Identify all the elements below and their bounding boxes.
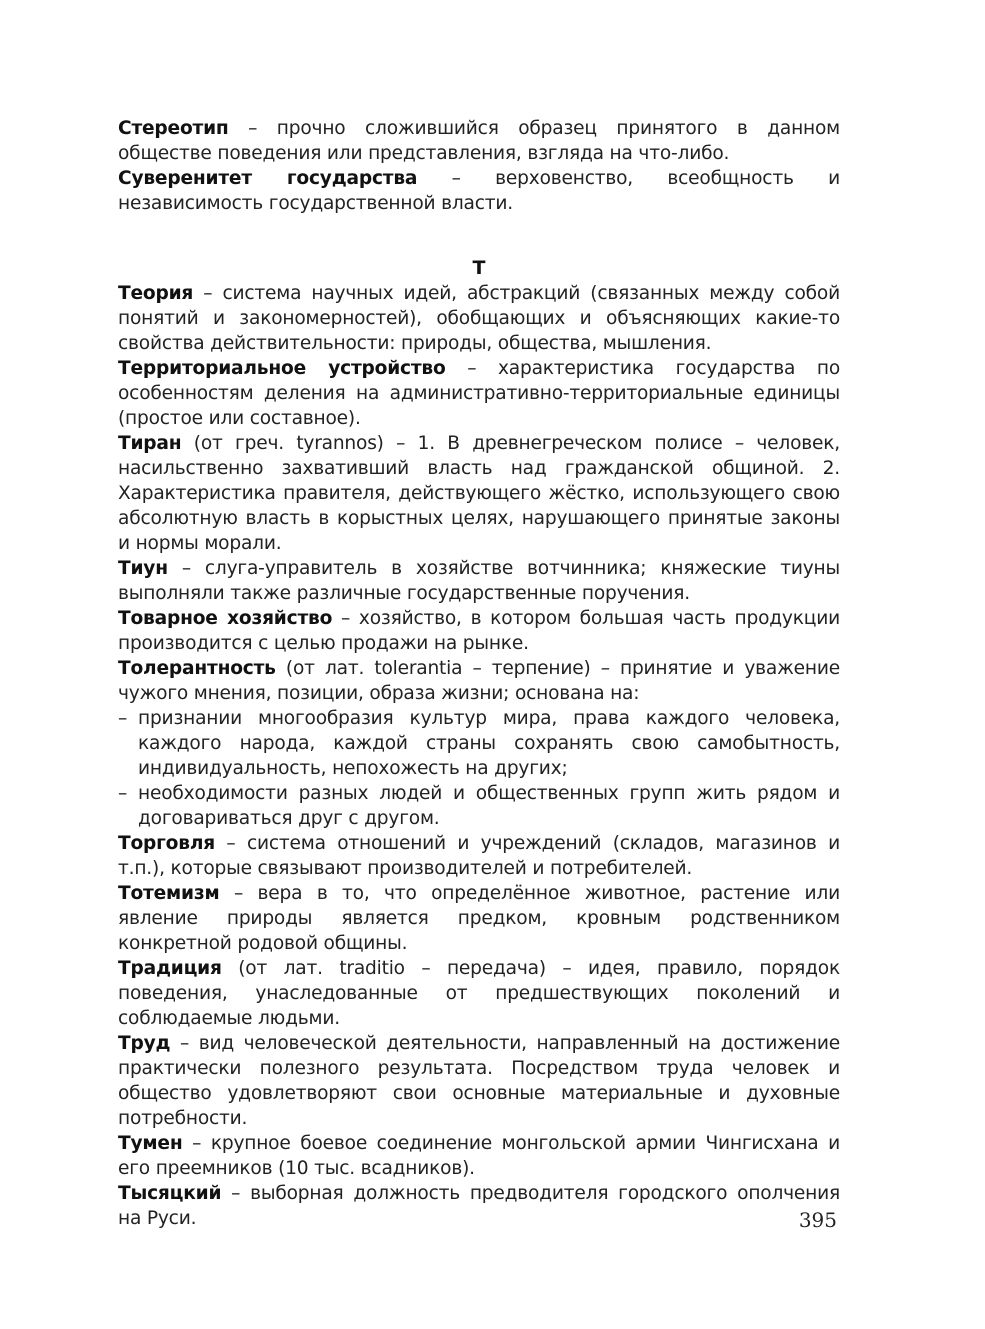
glossary-definition: – вера в то, что определённое животное, растение или явление природы является предком, кровным родственником конкретной родовой общины. <box>118 883 840 954</box>
glossary-entry-tyrant <box>118 431 840 556</box>
glossary-definition: – характеристика государства по особенностям деления на административно-территориальные единицы (простое или составное). <box>118 358 840 429</box>
glossary-entry-sovereignty <box>118 166 840 216</box>
glossary-term: Суверенитет государства <box>118 168 418 189</box>
glossary-definition: – крупное боевое соединение монгольской армии Чингисхана и его преемников (10 тыс. всадников). <box>118 1133 840 1179</box>
glossary-entry-stereotype <box>118 116 840 166</box>
glossary-entry-labor <box>118 1031 840 1131</box>
glossary-term: Тотемизм <box>118 883 220 904</box>
glossary-definition: – выборная должность предводителя городского ополчения на Руси. <box>118 1183 840 1229</box>
glossary-definition: – слуга-управитель в хозяйстве вотчинника; княжеские тиуны выполняли также различные государственные поручения. <box>118 558 840 604</box>
glossary-term: Стереотип <box>118 118 229 139</box>
glossary-entry-tiun <box>118 556 840 606</box>
bullet-dash: – <box>118 783 128 804</box>
glossary-definition: (от греч. tyrannos) – 1. В древнегреческом полисе – человек, насильственно захвативший власть над гражданской общиной. 2. Характеристика правителя, действующего жёстко, использующего свою абсолютную власть в корыстных целях, нарушающего принятые законы и нормы морали. <box>118 433 840 554</box>
glossary-definition: – система научных идей, абстракций (связанных между собой понятий и закономерностей), обобщающих и объясняющих какие-то свойства действительности: природы, общества, мышления. <box>118 283 840 354</box>
bullet-dash: – <box>118 708 128 729</box>
glossary-definition: – вид человеческой деятельности, направленный на достижение практически полезного результата. Посредством труда человек и общество удовлетворяют свои основные материальные и духовные потребности. <box>118 1033 840 1129</box>
glossary-definition: (от лат. tolerantia – терпение) – принятие и уважение чужого мнения, позиции, образа жизни; основана на: <box>118 658 840 704</box>
list-item <box>118 706 840 781</box>
glossary-entry-theory <box>118 281 840 356</box>
glossary-term: Теория <box>118 283 194 304</box>
glossary-term: Тиран <box>118 433 182 454</box>
glossary-definition: – верховенство, всеобщность и независимость государственной власти. <box>118 168 840 214</box>
glossary-term: Тиун <box>118 558 168 579</box>
glossary-entry-tradition <box>118 956 840 1031</box>
glossary-entry-tolerance <box>118 656 840 706</box>
page-content <box>118 116 840 1231</box>
section-letter-heading: Т <box>472 257 486 279</box>
glossary-definition: – хозяйство, в котором большая часть продукции производится с целью продажи на рынке. <box>118 608 840 654</box>
glossary-entry-trade <box>118 831 840 881</box>
glossary-term: Толерантность <box>118 658 276 679</box>
list-item <box>118 781 840 831</box>
glossary-entry-territorial-structure <box>118 356 840 431</box>
glossary-entry-tumen <box>118 1131 840 1181</box>
list-item-text: необходимости разных людей и общественных групп жить рядом и договариваться друг с другом. <box>138 783 840 829</box>
list-item-text: признании многообразия культур мира, права каждого человека, каждого народа, каждой страны сохранять свою самобытность, индивидуальность, непохожесть на других; <box>138 708 840 779</box>
glossary-entry-tysyatsky <box>118 1181 840 1231</box>
glossary-term: Тысяцкий <box>118 1183 222 1204</box>
glossary-term: Тумен <box>118 1133 183 1154</box>
glossary-entry-commodity-economy <box>118 606 840 656</box>
glossary-definition: – система отношений и учреждений (складов, магазинов и т.п.), которые связывают производителей и потребителей. <box>118 833 840 879</box>
glossary-definition: – прочно сложившийся образец принятого в данном обществе поведения или представления, взгляда на что-либо. <box>118 118 840 164</box>
tolerance-bullet-list <box>118 706 840 831</box>
glossary-term: Традиция <box>118 958 222 979</box>
glossary-entry-totemism <box>118 881 840 956</box>
page-number: 395 <box>798 1208 837 1232</box>
glossary-term: Торговля <box>118 833 215 854</box>
glossary-term: Товарное хозяйство <box>118 608 333 629</box>
glossary-definition: (от лат. traditio – передача) – идея, правило, порядок поведения, унаследованные от предшествующих поколений и соблюдаемые людьми. <box>118 958 840 1029</box>
glossary-term: Труд <box>118 1033 171 1054</box>
glossary-term: Территориальное устройство <box>118 358 446 379</box>
